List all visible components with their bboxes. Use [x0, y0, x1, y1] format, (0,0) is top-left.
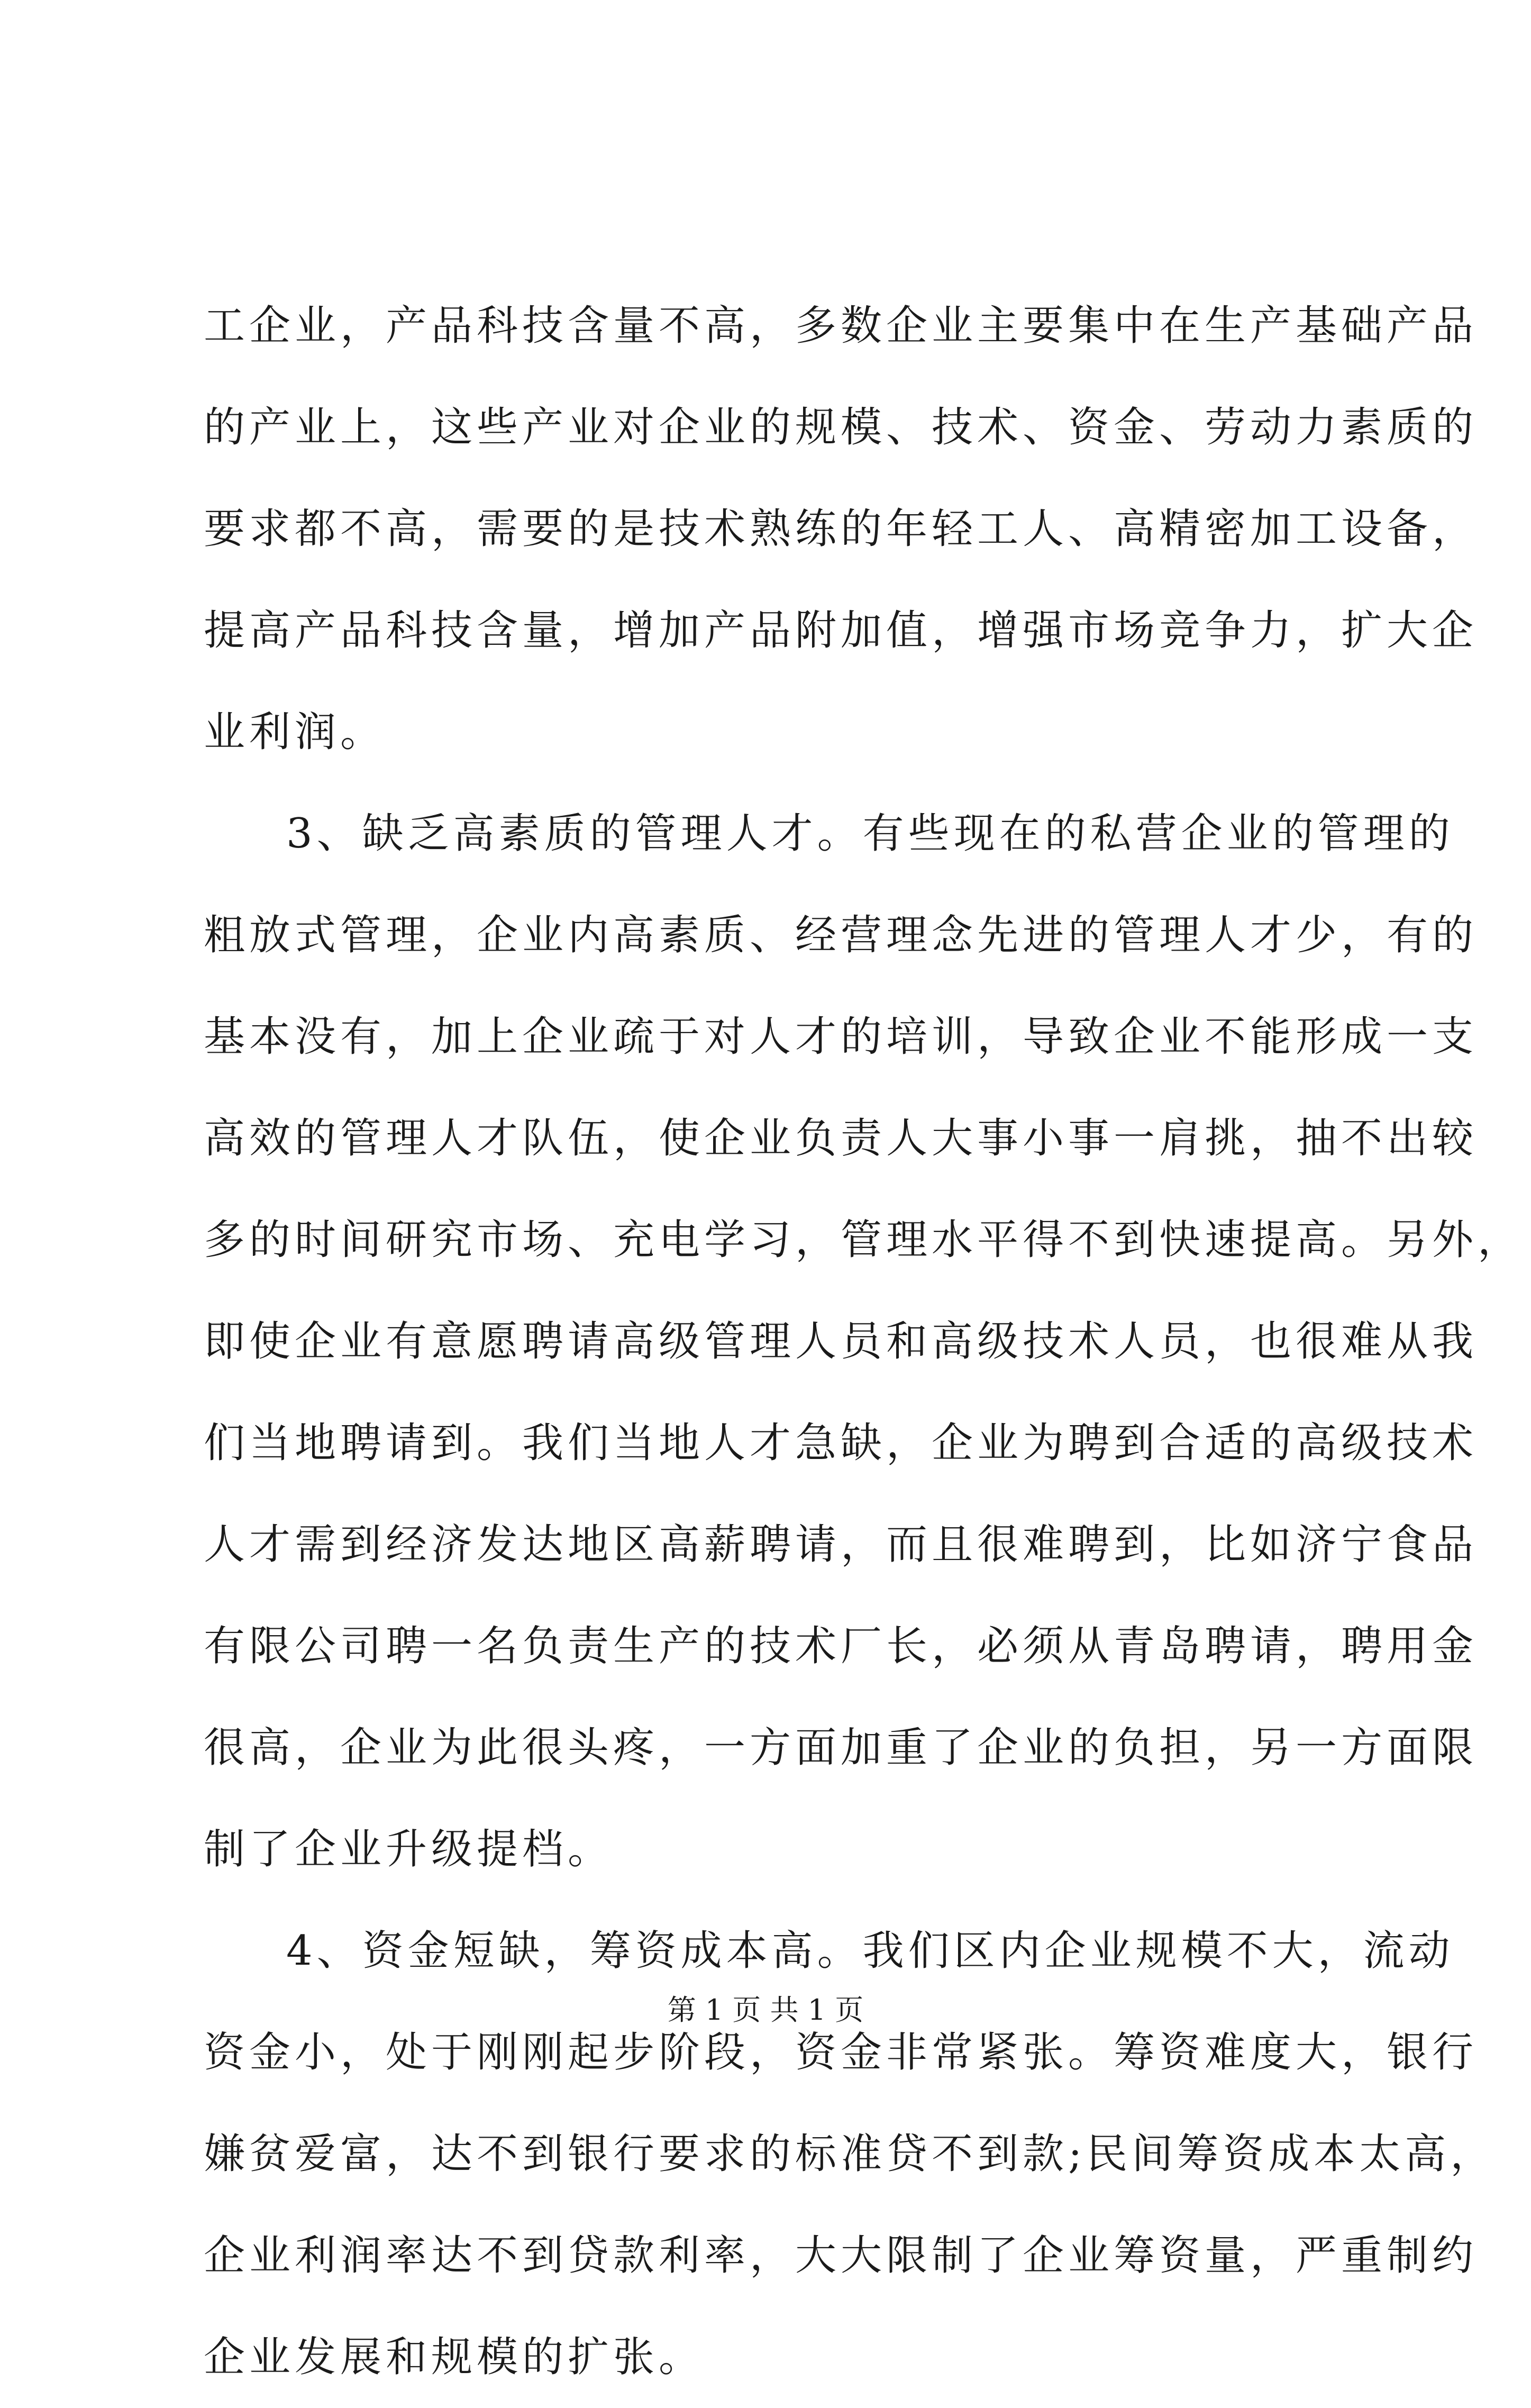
text-line: 企业利润率达不到贷款利率，大大限制了企业筹资量，严重制约	[204, 2232, 1478, 2279]
text-line: 企业发展和规模的扩张。	[204, 2333, 705, 2381]
text-line: 制了企业升级提档。	[204, 1826, 614, 1873]
text-line: 基本没有，加上企业疏于对人才的培训，导致企业不能形成一支	[204, 1013, 1478, 1061]
text-line: 3、缺乏高素质的管理人才。有些现在的私营企业的管理的	[286, 810, 1454, 858]
text-line: 嫌贫爱富，达不到银行要求的标准贷不到款;民间筹资成本太高，	[204, 2130, 1496, 2178]
text-line: 们当地聘请到。我们当地人才急缺，企业为聘到合适的高级技术	[204, 1419, 1478, 1467]
text-line: 资金小，处于刚刚起步阶段，资金非常紧张。筹资难度大，银行	[204, 2029, 1478, 2076]
text-line: 高效的管理人才队伍，使企业负责人大事小事一肩挑，抽不出较	[204, 1115, 1478, 1162]
document-body	[204, 275, 1524, 2408]
text-line: 有限公司聘一名负责生产的技术厂长，必须从青岛聘请，聘用金	[204, 1622, 1478, 1670]
text-line: 的产业上，这些产业对企业的规模、技术、资金、劳动力素质的	[204, 404, 1478, 451]
text-line: 人才需到经济发达地区高薪聘请，而且很难聘到，比如济宁食品	[204, 1521, 1478, 1568]
page-footer: 第 1 页 共 1 页	[667, 1993, 864, 2027]
text-line: 多的时间研究市场、充电学习，管理水平得不到快速提高。另外，	[204, 1216, 1524, 1264]
text-line: 4、资金短缺，筹资成本高。我们区内企业规模不大，流动	[286, 1927, 1454, 1975]
text-line: 提高产品科技含量，增加产品附加值，增强市场竞争力，扩大企	[204, 607, 1478, 654]
text-line: 工企业，产品科技含量不高，多数企业主要集中在生产基础产品	[204, 302, 1478, 350]
text-line: 要求都不高，需要的是技术熟练的年轻工人、高精密加工设备，	[204, 505, 1478, 553]
text-line: 即使企业有意愿聘请高级管理人员和高级技术人员，也很难从我	[204, 1318, 1478, 1365]
text-line: 很高，企业为此很头疼，一方面加重了企业的负担，另一方面限	[204, 1724, 1478, 1772]
text-line: 业利润。	[204, 708, 386, 756]
text-line: 粗放式管理，企业内高素质、经营理念先进的管理人才少，有的	[204, 911, 1478, 959]
